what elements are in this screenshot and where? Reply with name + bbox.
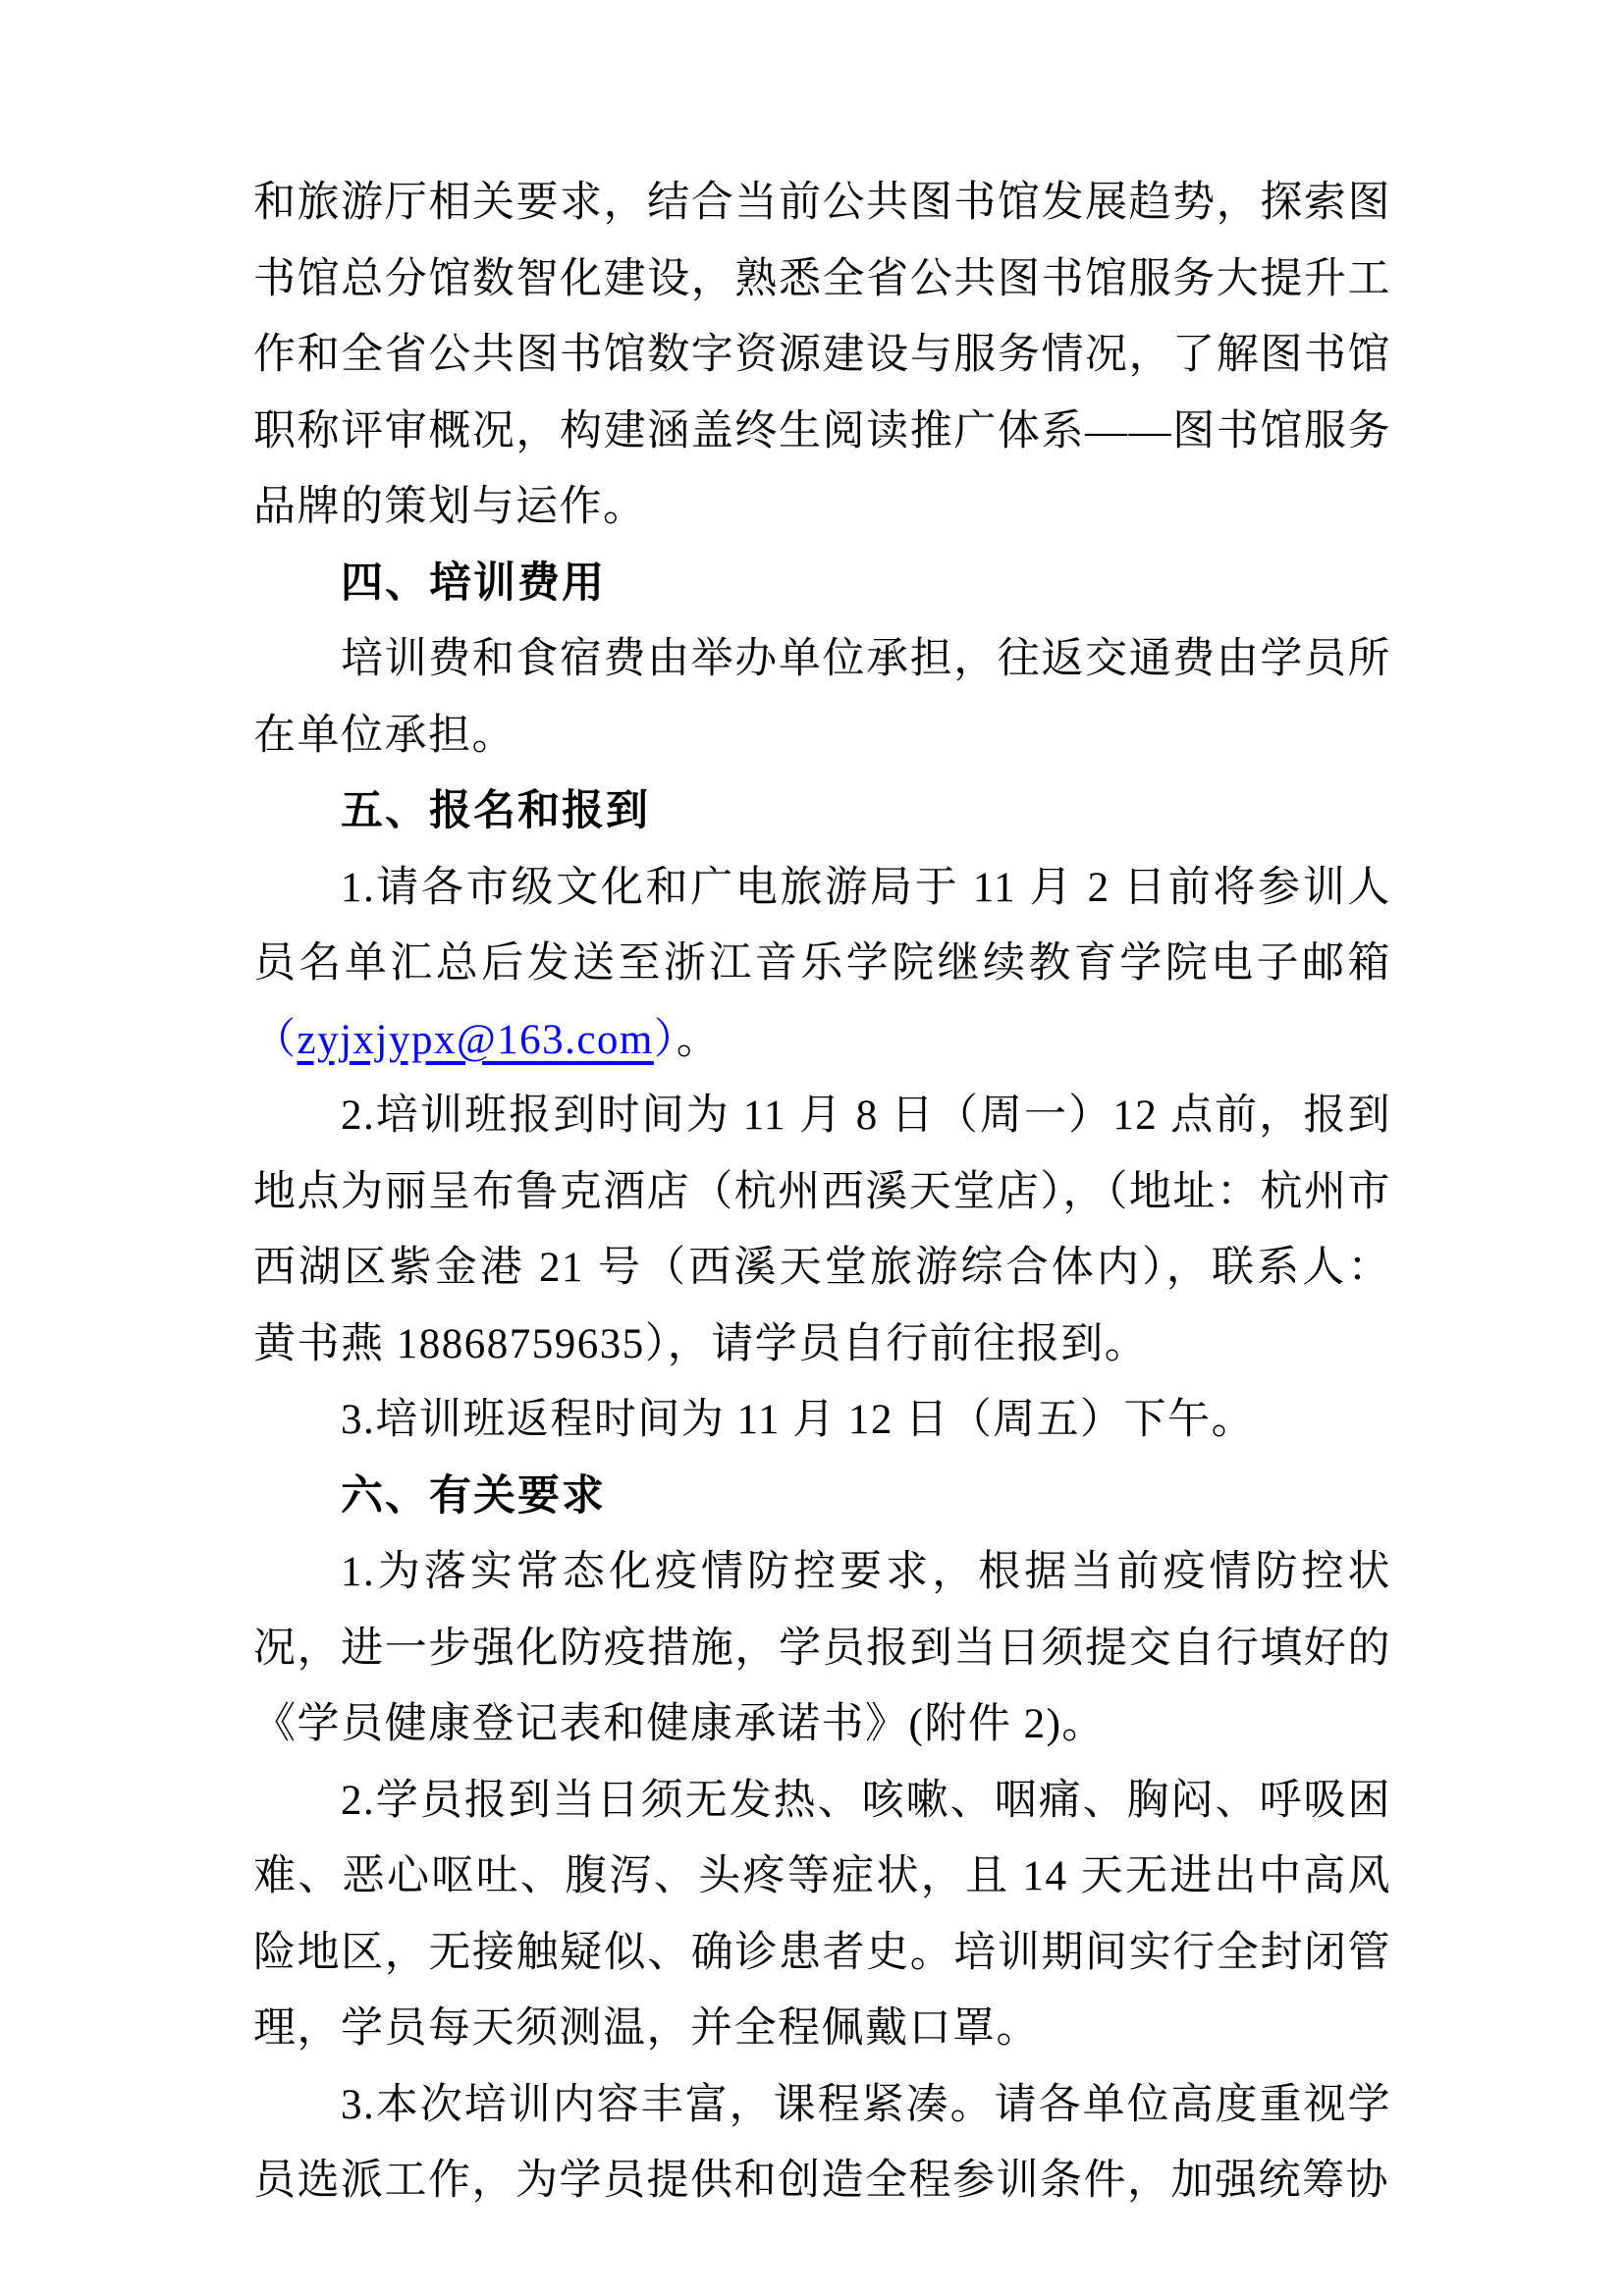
email-cluster <box>253 1017 720 1063</box>
section-heading-requirements: 六、有关要求 <box>341 1471 606 1520</box>
paragraph-requirement-selection: 3.本次培训内容丰富，课程紧凑。请各单位高度重视学员选派工作，为学员提供和创造全程参训条件，加强统筹协 <box>253 2081 1391 2204</box>
email-open-paren: （ <box>253 1016 298 1063</box>
paragraph-training-content-continuation: 和旅游厅相关要求，结合当前公共图书馆发展趋势，探索图书馆总分馆数智化建设，熟悉全省公共图书馆服务大提升工作和全省公共图书馆数字资源建设与服务情况，了解图书馆职称评审概况，构建涵盖终生阅读推广体系——图书馆服务品牌的策划与运作。 <box>253 180 1391 530</box>
section-heading-training-fees: 四、培训费用 <box>341 559 606 607</box>
paragraph-signup <box>253 850 1391 1079</box>
paragraph-requirement-covid-forms: 1.为落实常态化疫情防控要求，根据当前疫情防控状况，进一步强化防疫措施，学员报到当日须提交自行填好的《学员健康登记表和健康承诺书》(附件 2)。 <box>253 1549 1391 1747</box>
section-heading-signup-checkin: 五、报名和报到 <box>341 787 650 834</box>
paragraph-fees: 培训费和食宿费由举办单位承担，往返交通费由学员所在单位承担。 <box>253 636 1391 759</box>
paragraph-return-time: 3.培训班返程时间为 11 月 12 日（周五）下午。 <box>341 1397 1256 1443</box>
signup-text-after-email: 。 <box>676 1016 721 1063</box>
paragraph-requirement-health: 2.学员报到当日须无发热、咳嗽、咽痛、胸闷、呼吸困难、恶心呕吐、腹泻、头疼等症状，且 14 天无进出中高风险地区，无接触疑似、确诊患者史。培训期间实行全封闭管理，学员每天须测温，并全程佩戴口罩。 <box>253 1777 1391 2052</box>
email-link[interactable]: zyjxjypx@163.com <box>297 1016 654 1063</box>
paragraph-checkin-details: 2.培训班报到时间为 11 月 8 日（周一）12 点前，报到地点为丽呈布鲁克酒店（杭州西溪天堂店），（地址：杭州市西湖区紫金港 21 号（西溪天堂旅游综合体内），联系人：黄书燕 18868759635），请学员自行前往报到。 <box>253 1093 1391 1367</box>
email-close-paren: ） <box>653 1016 677 1063</box>
signup-text-before-email: 1.请各市级文化和广电旅游局于 11 月 2 日前将参训人员名单汇总后发送至浙江音乐学院继续教育学院电子邮箱 <box>253 864 1391 987</box>
